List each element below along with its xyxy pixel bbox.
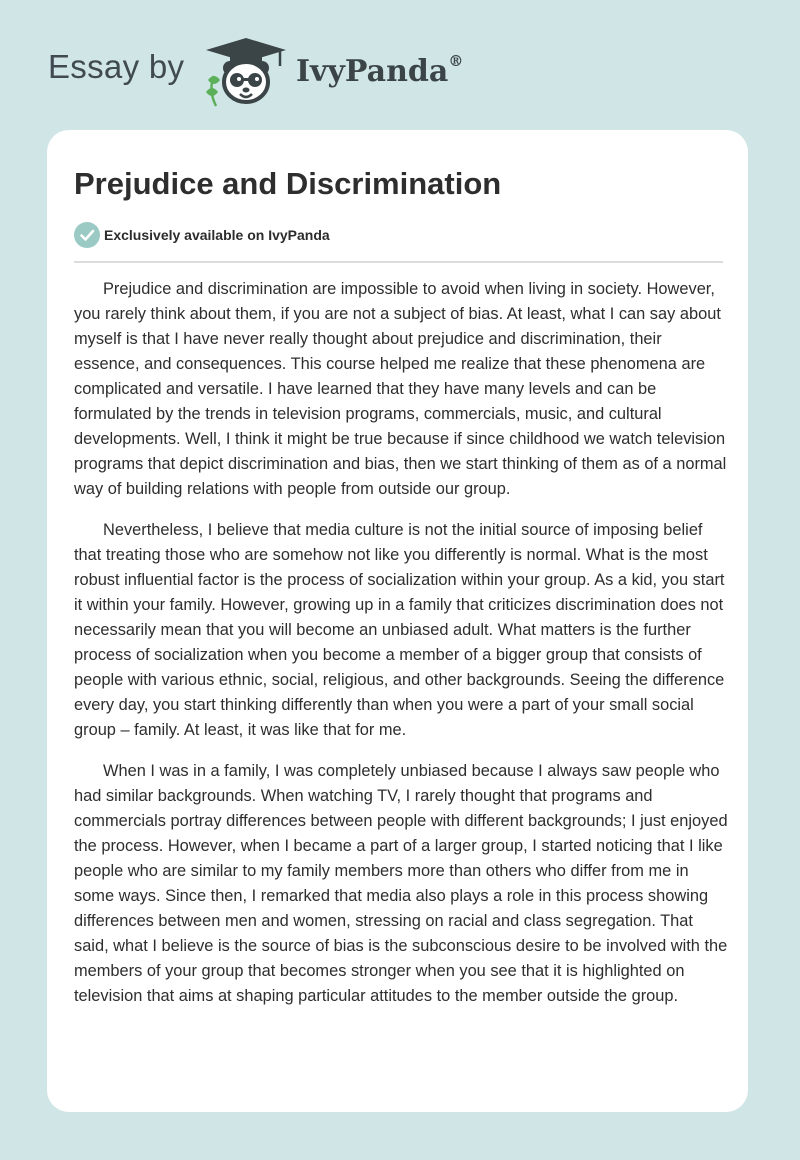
essay-paragraph: When I was in a family, I was completely unbiased because I always saw people who had similar backgrounds. When watching TV, I rarely thought that programs and commercials portray differences between people with different backgrounds; I just enjoyed the process. However, when I became a part of a larger group, I started noticing that I like people who are similar to my family members more than others who differ from me in some ways. Since then, I remarked that media also plays a role in this process showing differences between men and women, stressing on racial and class segregation. That said, what I believe is the source of bias is the subconscious desire to be involved with the members of your group that becomes stronger when you see that it is highlighted on television that aims at shaping particular attitudes to the member outside the group.	[74, 762, 728, 1005]
page-title: Prejudice and Discrimination	[74, 166, 502, 201]
essay-card	[47, 130, 748, 1112]
checkmark-icon	[74, 222, 100, 248]
registered-mark: ®	[448, 52, 464, 70]
brand-name[interactable]	[296, 54, 463, 89]
essay-body	[74, 277, 729, 1025]
panda-logo-icon	[200, 36, 292, 108]
site-header	[0, 0, 800, 130]
essay-by-label: Essay by	[48, 48, 185, 85]
brand-text: IvyPanda	[296, 54, 449, 89]
ivypanda-logo[interactable]	[200, 36, 292, 108]
exclusive-badge-text: Exclusively available on IvyPanda	[104, 227, 330, 243]
essay-paragraph: Prejudice and discrimination are impossible to avoid when living in society. However, you rarely think about them, if you are not a subject of bias. At least, what I can say about myself is that I have never really thought about prejudice and discrimination, their essence, and consequences. This course helped me realize that these phenomena are complicated and versatile. I have learned that they have many levels and can be formulated by the trends in television programs, commercials, music, and cultural developments. Well, I think it might be true because if since childhood we watch television programs that depict discrimination and bias, then we start thinking of them as of a normal way of building relations with people from outside our group.	[74, 280, 727, 498]
essay-paragraph: Nevertheless, I believe that media culture is not the initial source of imposing belief that treating those who are somehow not like you differently is normal. What is the most robust influential factor is the process of socialization within your group. As a kid, you start it within your family. However, growing up in a family that criticizes discrimination does not necessarily mean that you will become an unbiased adult. What matters is the further process of socialization when you become a member of a bigger group that consists of people with various ethnic, social, religious, and other backgrounds. Seeing the difference every day, you start thinking differently than when you were a part of your small social group – family. At least, it was like that for me.	[74, 521, 725, 739]
divider	[74, 261, 723, 263]
